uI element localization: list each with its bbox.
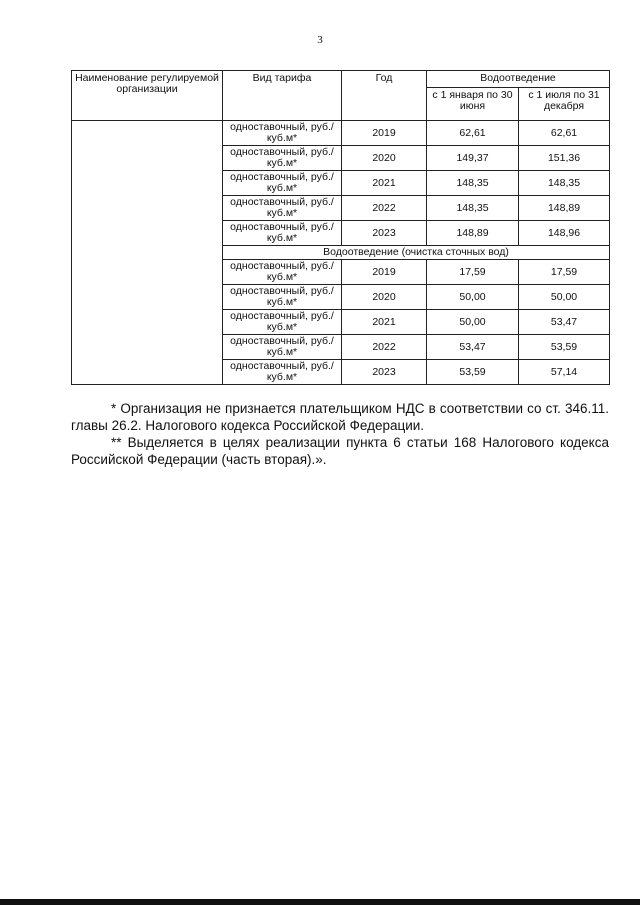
table-row: [72, 121, 610, 146]
tariff-type-cell: одноставочный, руб./куб.м*: [223, 221, 342, 246]
value-period-1: 50,00: [427, 285, 519, 310]
value-period-2: 148,35: [519, 171, 610, 196]
year-cell: 2020: [342, 146, 427, 171]
scan-bottom-edge: [0, 899, 640, 905]
footnotes: [71, 400, 609, 468]
value-period-2: 53,47: [519, 310, 610, 335]
tariff-type-cell: одноставочный, руб./куб.м*: [223, 310, 342, 335]
year-cell: 2022: [342, 335, 427, 360]
tariff-type-cell: одноставочный, руб./куб.м*: [223, 260, 342, 285]
year-cell: 2023: [342, 221, 427, 246]
value-period-2: 148,96: [519, 221, 610, 246]
value-period-1: 149,37: [427, 146, 519, 171]
value-period-2: 17,59: [519, 260, 610, 285]
value-period-2: 151,36: [519, 146, 610, 171]
tariff-table: [71, 70, 610, 385]
header-tariff-type: Вид тарифа: [223, 71, 342, 121]
value-period-2: 53,59: [519, 335, 610, 360]
year-cell: 2020: [342, 285, 427, 310]
year-cell: 2021: [342, 310, 427, 335]
value-period-2: 148,89: [519, 196, 610, 221]
year-cell: 2023: [342, 360, 427, 385]
tariff-type-cell: одноставочный, руб./куб.м*: [223, 285, 342, 310]
page-number: 3: [317, 34, 323, 46]
footnote-tax-code: ** Выделяется в целях реализации пункта 6 статьи 168 Налогового кодекса Российской Федерации (часть вторая).».: [71, 435, 609, 467]
value-period-1: 53,59: [427, 360, 519, 385]
year-cell: 2019: [342, 121, 427, 146]
value-period-1: 148,35: [427, 196, 519, 221]
tariff-type-cell: одноставочный, руб./куб.м*: [223, 121, 342, 146]
value-period-2: 57,14: [519, 360, 610, 385]
value-period-1: 17,59: [427, 260, 519, 285]
year-cell: 2022: [342, 196, 427, 221]
tariff-type-cell: одноставочный, руб./куб.м*: [223, 335, 342, 360]
tariff-type-cell: одноставочный, руб./куб.м*: [223, 360, 342, 385]
section-title: Водоотведение (очистка сточных вод): [223, 246, 610, 260]
header-period-2: с 1 июля по 31 декабря: [519, 88, 610, 121]
year-cell: 2019: [342, 260, 427, 285]
header-service: Водоотведение: [427, 71, 610, 88]
value-period-1: 53,47: [427, 335, 519, 360]
header-organization: Наименование регулируемой организации: [72, 71, 223, 121]
value-period-2: 62,61: [519, 121, 610, 146]
value-period-1: 50,00: [427, 310, 519, 335]
header-period-1: с 1 января по 30 июня: [427, 88, 519, 121]
footnote-vat: * Организация не признается плательщиком НДС в соответствии со ст. 346.11. главы 26.2. Налогового кодекса Российской Федерации.: [71, 401, 609, 433]
value-period-2: 50,00: [519, 285, 610, 310]
tariff-type-cell: одноставочный, руб./куб.м*: [223, 171, 342, 196]
organization-name-cell: [72, 121, 223, 385]
header-year: Год: [342, 71, 427, 121]
value-period-1: 62,61: [427, 121, 519, 146]
value-period-1: 148,89: [427, 221, 519, 246]
year-cell: 2021: [342, 171, 427, 196]
tariff-type-cell: одноставочный, руб./куб.м*: [223, 196, 342, 221]
tariff-type-cell: одноставочный, руб./куб.м*: [223, 146, 342, 171]
value-period-1: 148,35: [427, 171, 519, 196]
